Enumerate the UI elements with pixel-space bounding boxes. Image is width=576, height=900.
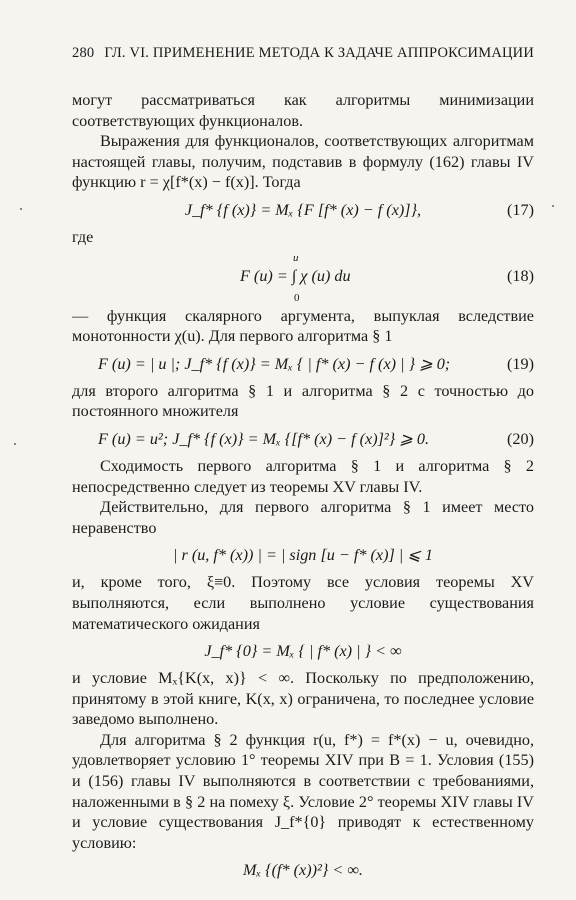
integral-upper-limit: u <box>293 251 299 264</box>
equation-20 <box>72 422 534 456</box>
paragraph-4: для второго алгоритма § 1 и алгоритма § 2 с точностью до постоянного множителя <box>72 381 534 421</box>
paragraph-where: где <box>72 227 94 246</box>
running-header <box>72 45 534 62</box>
running-title: ГЛ. VI. ПРИМЕНЕНИЕ МЕТОДА К ЗАДАЧЕ АППРОКСИМАЦИИ <box>104 45 535 61</box>
expectation-condition <box>72 634 534 668</box>
page-number: 280 <box>72 45 95 61</box>
page-body <box>72 90 534 887</box>
expectation-formula: J_f* {0} = Mₓ { | f* (x) | } < ∞ <box>204 642 402 661</box>
final-formula: Mₓ {(f* (x))²} < ∞. <box>243 861 363 880</box>
paragraph-3: — функция скалярного аргумента, выпуклая вследствие монотонности χ(u). Для первого алгоритма § 1 <box>72 306 534 346</box>
margin-speck <box>20 208 22 210</box>
equation-18 <box>72 248 534 302</box>
paragraph-2: Выражения для функционалов, соответствующих алгоритмам настоящей главы, получим, подставив в формулу (162) главы IV функцию r = χ[f*(x) − f(x)]. Тогда <box>72 132 534 192</box>
paragraph-8: и условие Mₓ{K(x, x)} < ∞. Поскольку по предположению, принятому в этой книге, K(x, x) ограничена, то последнее условие заведомо выполнено. <box>72 669 534 729</box>
integral-lower-limit: 0 <box>294 291 300 304</box>
equation-18-formula: F (u) = ∫ χ (u) du <box>240 266 351 285</box>
equation-17-formula: J_f* {f (x)} = Mₓ {F [f* (x) − f (x)]}, <box>184 200 422 219</box>
paragraph-6: Действительно, для первого алгоритма § 1 имеет место неравенство <box>72 498 534 537</box>
equation-19-number: (19) <box>507 354 534 373</box>
equation-19 <box>72 347 534 381</box>
equation-17 <box>72 193 534 227</box>
margin-speck <box>552 205 554 207</box>
equation-20-formula: F (u) = u²; J_f* {f (x)} = Mₓ {[f* (x) − f (x)]²} ⩾ 0. <box>98 429 430 448</box>
inequality-formula: | r (u, f* (x)) | = | sign [u − f* (x)] | ⩽ 1 <box>172 546 434 565</box>
inequality <box>72 538 534 572</box>
paragraph-5: Сходимость первого алгоритма § 1 и алгоритма § 2 непосредственно следует из теоремы XV главы IV. <box>72 456 534 496</box>
paragraph-9: Для алгоритма § 2 функция r(u, f*) = f*(x) − u, очевидно, удовлетворяет условию 1° теоремы XIV при B = 1. Условия (155) и (156) главы IV выполняются в соответствии с требованиями, наложенными в § 2 на помеху ξ. Условие 2° теоремы XIV главы IV и условие существования J_f*{0} приводят к естественному условию: <box>72 730 534 852</box>
equation-20-number: (20) <box>507 429 534 448</box>
equation-17-number: (17) <box>507 200 534 219</box>
final-condition <box>72 853 534 887</box>
equation-19-formula: F (u) = | u |; J_f* {f (x)} = Mₓ { | f* (x) − f (x) | } ⩾ 0; <box>98 354 451 373</box>
margin-speck <box>14 443 16 445</box>
paragraph-7: и, кроме того, ξ≡0. Поэтому все условия теоремы XV выполняются, если выполнено условие существования математического ожидания <box>72 573 534 633</box>
equation-18-number: (18) <box>507 266 534 285</box>
paragraph-1: могут рассматриваться как алгоритмы минимизации соответствующих функционалов. <box>72 91 534 130</box>
